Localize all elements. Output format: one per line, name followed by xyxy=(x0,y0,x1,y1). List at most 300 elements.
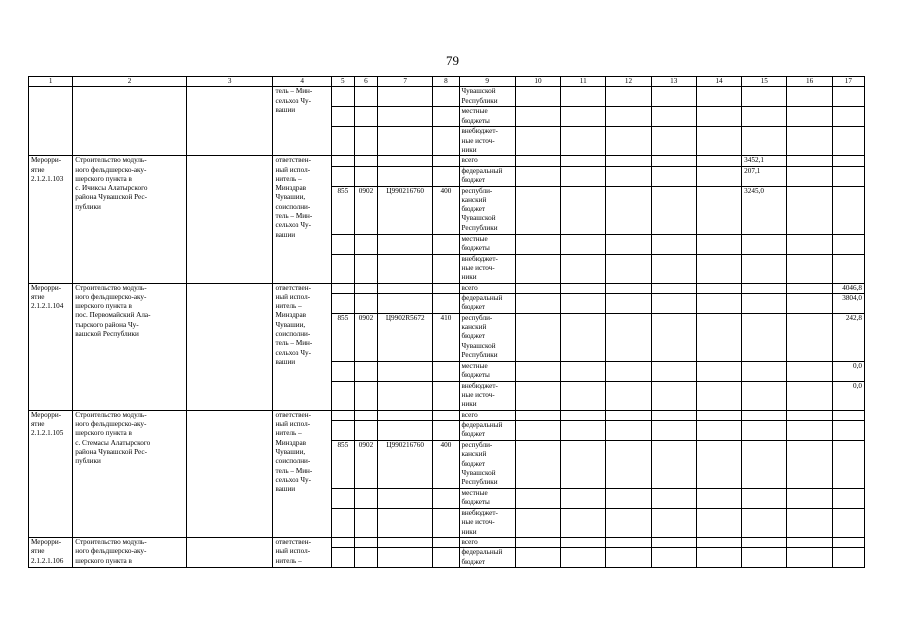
funding-source-cell: республи- канский бюджет Чувашской Республики xyxy=(459,313,515,361)
table-row xyxy=(29,283,865,293)
measure-code-cell xyxy=(29,87,73,156)
empty-cell xyxy=(606,489,651,509)
empty-cell xyxy=(696,548,741,568)
empty-cell xyxy=(696,313,741,361)
empty-cell xyxy=(561,156,606,166)
empty-cell xyxy=(378,538,433,548)
funding-source-cell: внебюджет- ные источ- ники xyxy=(459,509,515,538)
empty-cell xyxy=(651,87,696,107)
empty-cell xyxy=(606,283,651,293)
empty-cell xyxy=(433,87,459,107)
empty-cell xyxy=(787,234,832,254)
empty-cell xyxy=(515,313,560,361)
budget-code-cell: 855 xyxy=(331,313,354,361)
empty-cell xyxy=(561,381,606,410)
empty-cell xyxy=(696,293,741,313)
empty-cell xyxy=(378,87,433,107)
funding-source-cell: федеральный бюджет xyxy=(459,421,515,441)
empty-cell xyxy=(561,410,606,420)
empty-cell xyxy=(787,441,832,489)
empty-cell xyxy=(696,361,741,381)
measure-code-cell: Мероpри- ятие 2.1.2.1.106 xyxy=(29,538,73,568)
funding-source-cell: местные бюджеты xyxy=(459,489,515,509)
empty-cell xyxy=(354,421,377,441)
empty-cell xyxy=(651,361,696,381)
empty-cell xyxy=(787,107,832,127)
empty-cell xyxy=(354,127,377,156)
empty-cell xyxy=(787,127,832,156)
empty-cell xyxy=(433,421,459,441)
empty-cell xyxy=(787,166,832,186)
funding-source-cell: местные бюджеты xyxy=(459,361,515,381)
empty-cell xyxy=(515,186,560,234)
budget-code-cell: Ц990216760 xyxy=(378,441,433,489)
empty-cell xyxy=(378,234,433,254)
measure-title-cell: Строительство модуль- ного фельдшерско-аку- шерского пункта в с. Стемасы Алатырского района Чувашской Рес- публики xyxy=(73,410,187,537)
empty-cell xyxy=(515,127,560,156)
funding-source-cell: внебюджет- ные источ- ники xyxy=(459,127,515,156)
empty-cell xyxy=(378,107,433,127)
empty-cell xyxy=(651,410,696,420)
empty-cell xyxy=(651,313,696,361)
amount-cell xyxy=(742,548,787,568)
empty-cell xyxy=(331,361,354,381)
empty-cell xyxy=(606,381,651,410)
empty-cell xyxy=(354,509,377,538)
amount-cell xyxy=(742,313,787,361)
funding-source-cell: всего xyxy=(459,283,515,293)
measure-title-cell: Строительство модуль- ного фельдшерско-аку- шерского пункта в xyxy=(73,538,187,568)
empty-cell xyxy=(696,489,741,509)
empty-cell xyxy=(433,107,459,127)
amount-cell xyxy=(742,361,787,381)
amount-cell: 3245,0 xyxy=(742,186,787,234)
empty-cell xyxy=(433,234,459,254)
empty-cell xyxy=(561,421,606,441)
empty-cell xyxy=(433,538,459,548)
empty-cell xyxy=(606,509,651,538)
empty-cell xyxy=(696,421,741,441)
empty-cell xyxy=(378,254,433,283)
empty-cell xyxy=(354,410,377,420)
empty-cell xyxy=(186,156,273,283)
empty-cell xyxy=(651,441,696,489)
amount-cell xyxy=(832,254,864,283)
empty-cell xyxy=(606,538,651,548)
empty-cell xyxy=(433,410,459,420)
funding-source-cell: республи- канский бюджет Чувашской Республики xyxy=(459,441,515,489)
header-cell: 3 xyxy=(186,77,273,87)
executor-cell: ответствен- ный испол- нитель – Минздрав Чувашии, соисполни- тель – Мин- сельхоз Чу- вашии xyxy=(273,156,331,283)
amount-cell xyxy=(832,410,864,420)
table-row xyxy=(29,410,865,420)
empty-cell xyxy=(561,293,606,313)
empty-cell xyxy=(561,234,606,254)
empty-cell xyxy=(354,381,377,410)
empty-cell xyxy=(515,538,560,548)
header-cell: 17 xyxy=(832,77,864,87)
empty-cell xyxy=(696,410,741,420)
empty-cell xyxy=(331,538,354,548)
empty-cell xyxy=(561,186,606,234)
empty-cell xyxy=(787,538,832,548)
empty-cell xyxy=(606,421,651,441)
funding-source-cell: всего xyxy=(459,156,515,166)
budget-code-cell: 400 xyxy=(433,441,459,489)
budget-table xyxy=(28,76,865,568)
empty-cell xyxy=(787,186,832,234)
empty-cell xyxy=(331,548,354,568)
empty-cell xyxy=(331,254,354,283)
empty-cell xyxy=(606,313,651,361)
empty-cell xyxy=(696,234,741,254)
empty-cell xyxy=(787,381,832,410)
header-cell: 10 xyxy=(515,77,560,87)
empty-cell xyxy=(331,293,354,313)
amount-cell xyxy=(742,234,787,254)
amount-cell xyxy=(742,293,787,313)
empty-cell xyxy=(331,283,354,293)
empty-cell xyxy=(561,283,606,293)
empty-cell xyxy=(378,156,433,166)
empty-cell xyxy=(787,293,832,313)
amount-cell xyxy=(832,87,864,107)
amount-cell xyxy=(742,410,787,420)
empty-cell xyxy=(186,87,273,156)
empty-cell xyxy=(331,166,354,186)
executor-cell: ответствен- ный испол- нитель – Минздрав Чувашии, соисполни- тель – Мин- сельхоз Чу- вашии xyxy=(273,410,331,537)
empty-cell xyxy=(515,87,560,107)
empty-cell xyxy=(378,410,433,420)
empty-cell xyxy=(515,421,560,441)
empty-cell xyxy=(515,410,560,420)
empty-cell xyxy=(433,156,459,166)
empty-cell xyxy=(651,254,696,283)
measure-title-cell: Строительство модуль- ного фельдшерско-аку- шерского пункта в с. Ичиксы Алатырского района Чувашской Рес- публики xyxy=(73,156,187,283)
empty-cell xyxy=(331,127,354,156)
empty-cell xyxy=(787,283,832,293)
empty-cell xyxy=(378,381,433,410)
amount-cell xyxy=(742,381,787,410)
amount-cell xyxy=(742,441,787,489)
empty-cell xyxy=(433,166,459,186)
funding-source-cell: Чувашской Республики xyxy=(459,87,515,107)
executor-cell: ответствен- ный испол- нитель – Минздрав Чувашии, соисполни- тель – Мин- сельхоз Чу- вашии xyxy=(273,283,331,410)
empty-cell xyxy=(561,489,606,509)
empty-cell xyxy=(696,254,741,283)
empty-cell xyxy=(561,538,606,548)
amount-cell xyxy=(742,283,787,293)
amount-cell: 3452,1 xyxy=(742,156,787,166)
empty-cell xyxy=(651,538,696,548)
amount-cell: 4046,8 xyxy=(832,283,864,293)
empty-cell xyxy=(696,381,741,410)
empty-cell xyxy=(515,548,560,568)
empty-cell xyxy=(433,381,459,410)
header-cell: 15 xyxy=(742,77,787,87)
empty-cell xyxy=(787,361,832,381)
empty-cell xyxy=(354,361,377,381)
empty-cell xyxy=(186,538,273,568)
empty-cell xyxy=(606,441,651,489)
empty-cell xyxy=(606,107,651,127)
empty-cell xyxy=(433,489,459,509)
empty-cell xyxy=(696,87,741,107)
empty-cell xyxy=(354,293,377,313)
empty-cell xyxy=(561,361,606,381)
empty-cell xyxy=(561,441,606,489)
empty-cell xyxy=(606,361,651,381)
empty-cell xyxy=(606,186,651,234)
budget-code-cell: 400 xyxy=(433,186,459,234)
budget-code-cell: Ц9902R5672 xyxy=(378,313,433,361)
empty-cell xyxy=(606,548,651,568)
empty-cell xyxy=(186,283,273,410)
funding-source-cell: всего xyxy=(459,538,515,548)
empty-cell xyxy=(378,361,433,381)
amount-cell xyxy=(832,234,864,254)
amount-cell xyxy=(832,186,864,234)
empty-cell xyxy=(354,234,377,254)
empty-cell xyxy=(378,509,433,538)
empty-cell xyxy=(331,489,354,509)
header-cell: 2 xyxy=(73,77,187,87)
amount-cell xyxy=(832,489,864,509)
funding-source-cell: внебюджет- ные источ- ники xyxy=(459,381,515,410)
empty-cell xyxy=(787,313,832,361)
empty-cell xyxy=(696,186,741,234)
amount-cell xyxy=(832,107,864,127)
empty-cell xyxy=(433,509,459,538)
empty-cell xyxy=(354,107,377,127)
amount-cell xyxy=(832,441,864,489)
header-cell: 16 xyxy=(787,77,832,87)
empty-cell xyxy=(515,293,560,313)
empty-cell xyxy=(561,166,606,186)
empty-cell xyxy=(651,166,696,186)
empty-cell xyxy=(651,283,696,293)
empty-cell xyxy=(561,254,606,283)
empty-cell xyxy=(561,87,606,107)
empty-cell xyxy=(651,548,696,568)
empty-cell xyxy=(433,254,459,283)
table-row xyxy=(29,156,865,166)
empty-cell xyxy=(515,107,560,127)
funding-source-cell: всего xyxy=(459,410,515,420)
empty-cell xyxy=(331,156,354,166)
empty-cell xyxy=(787,509,832,538)
header-cell: 6 xyxy=(354,77,377,87)
header-cell: 1 xyxy=(29,77,73,87)
empty-cell xyxy=(561,548,606,568)
empty-cell xyxy=(354,548,377,568)
empty-cell xyxy=(515,489,560,509)
amount-cell xyxy=(742,509,787,538)
budget-code-cell: 855 xyxy=(331,186,354,234)
empty-cell xyxy=(331,509,354,538)
empty-cell xyxy=(561,127,606,156)
funding-source-cell: федеральный бюджет xyxy=(459,548,515,568)
empty-cell xyxy=(378,421,433,441)
empty-cell xyxy=(696,166,741,186)
empty-cell xyxy=(354,254,377,283)
empty-cell xyxy=(515,283,560,293)
empty-cell xyxy=(378,489,433,509)
amount-cell xyxy=(742,127,787,156)
table-row xyxy=(29,87,865,107)
measure-title-cell: Строительство модуль- ного фельдшерско-аку- шерского пункта в пос. Первомайский Ала- тырского района Чу- вашской Республики xyxy=(73,283,187,410)
header-cell: 12 xyxy=(606,77,651,87)
empty-cell xyxy=(696,538,741,548)
amount-cell xyxy=(832,538,864,548)
header-cell: 14 xyxy=(696,77,741,87)
funding-source-cell: местные бюджеты xyxy=(459,234,515,254)
empty-cell xyxy=(331,87,354,107)
empty-cell xyxy=(433,548,459,568)
budget-code-cell: 0902 xyxy=(354,186,377,234)
empty-cell xyxy=(787,254,832,283)
amount-cell xyxy=(742,538,787,548)
header-cell: 13 xyxy=(651,77,696,87)
empty-cell xyxy=(331,410,354,420)
amount-cell xyxy=(832,548,864,568)
empty-cell xyxy=(787,410,832,420)
empty-cell xyxy=(561,313,606,361)
amount-cell xyxy=(832,421,864,441)
table-row xyxy=(29,538,865,548)
amount-cell xyxy=(742,87,787,107)
header-cell: 11 xyxy=(561,77,606,87)
empty-cell xyxy=(515,166,560,186)
amount-cell xyxy=(832,156,864,166)
empty-cell xyxy=(354,166,377,186)
empty-cell xyxy=(354,538,377,548)
empty-cell xyxy=(696,127,741,156)
funding-source-cell: федеральный бюджет xyxy=(459,293,515,313)
empty-cell xyxy=(696,107,741,127)
page-number: 79 xyxy=(446,53,459,68)
empty-cell xyxy=(354,489,377,509)
empty-cell xyxy=(787,548,832,568)
amount-cell: 3804,0 xyxy=(832,293,864,313)
measure-code-cell: Мероpри- ятие 2.1.2.1.103 xyxy=(29,156,73,283)
empty-cell xyxy=(651,381,696,410)
empty-cell xyxy=(378,293,433,313)
measure-code-cell: Мероpри- ятие 2.1.2.1.105 xyxy=(29,410,73,537)
amount-cell xyxy=(832,127,864,156)
measure-title-cell xyxy=(73,87,187,156)
empty-cell xyxy=(787,156,832,166)
amount-cell xyxy=(742,489,787,509)
budget-code-cell: Ц990216760 xyxy=(378,186,433,234)
empty-cell xyxy=(606,410,651,420)
empty-cell xyxy=(787,87,832,107)
empty-cell xyxy=(354,87,377,107)
amount-cell xyxy=(742,421,787,441)
amount-cell xyxy=(832,166,864,186)
empty-cell xyxy=(696,509,741,538)
empty-cell xyxy=(787,489,832,509)
funding-source-cell: местные бюджеты xyxy=(459,107,515,127)
budget-code-cell: 0902 xyxy=(354,313,377,361)
empty-cell xyxy=(651,421,696,441)
empty-cell xyxy=(606,87,651,107)
empty-cell xyxy=(378,166,433,186)
empty-cell xyxy=(561,107,606,127)
empty-cell xyxy=(354,283,377,293)
empty-cell xyxy=(515,441,560,489)
budget-code-cell: 410 xyxy=(433,313,459,361)
empty-cell xyxy=(331,107,354,127)
empty-cell xyxy=(433,283,459,293)
empty-cell xyxy=(433,361,459,381)
empty-cell xyxy=(515,381,560,410)
header-cell: 9 xyxy=(459,77,515,87)
empty-cell xyxy=(515,156,560,166)
empty-cell xyxy=(696,156,741,166)
empty-cell xyxy=(433,127,459,156)
empty-cell xyxy=(378,283,433,293)
empty-cell xyxy=(651,186,696,234)
amount-cell: 207,1 xyxy=(742,166,787,186)
empty-cell xyxy=(331,234,354,254)
empty-cell xyxy=(651,234,696,254)
amount-cell xyxy=(742,254,787,283)
funding-source-cell: внебюджет- ные источ- ники xyxy=(459,254,515,283)
budget-code-cell: 0902 xyxy=(354,441,377,489)
empty-cell xyxy=(606,127,651,156)
empty-cell xyxy=(651,489,696,509)
empty-cell xyxy=(606,254,651,283)
empty-cell xyxy=(331,381,354,410)
empty-cell xyxy=(378,548,433,568)
amount-cell xyxy=(742,107,787,127)
empty-cell xyxy=(561,509,606,538)
empty-cell xyxy=(515,509,560,538)
executor-cell: тель – Мин- сельхоз Чу- вашии xyxy=(273,87,331,156)
amount-cell: 0,0 xyxy=(832,361,864,381)
empty-cell xyxy=(606,293,651,313)
empty-cell xyxy=(606,156,651,166)
amount-cell xyxy=(832,509,864,538)
funding-source-cell: республи- канский бюджет Чувашской Республики xyxy=(459,186,515,234)
header-cell: 5 xyxy=(331,77,354,87)
empty-cell xyxy=(186,410,273,537)
empty-cell xyxy=(331,421,354,441)
empty-cell xyxy=(515,254,560,283)
empty-cell xyxy=(651,156,696,166)
empty-cell xyxy=(606,234,651,254)
amount-cell: 0,0 xyxy=(832,381,864,410)
empty-cell xyxy=(651,127,696,156)
header-row xyxy=(29,77,865,87)
empty-cell xyxy=(651,509,696,538)
empty-cell xyxy=(651,293,696,313)
executor-cell: ответствен- ный испол- нитель – xyxy=(273,538,331,568)
header-cell: 8 xyxy=(433,77,459,87)
empty-cell xyxy=(515,361,560,381)
empty-cell xyxy=(606,166,651,186)
header-cell: 7 xyxy=(378,77,433,87)
empty-cell xyxy=(433,293,459,313)
amount-cell: 242,8 xyxy=(832,313,864,361)
empty-cell xyxy=(354,156,377,166)
budget-code-cell: 855 xyxy=(331,441,354,489)
empty-cell xyxy=(651,107,696,127)
empty-cell xyxy=(787,421,832,441)
empty-cell xyxy=(378,127,433,156)
header-cell: 4 xyxy=(273,77,331,87)
